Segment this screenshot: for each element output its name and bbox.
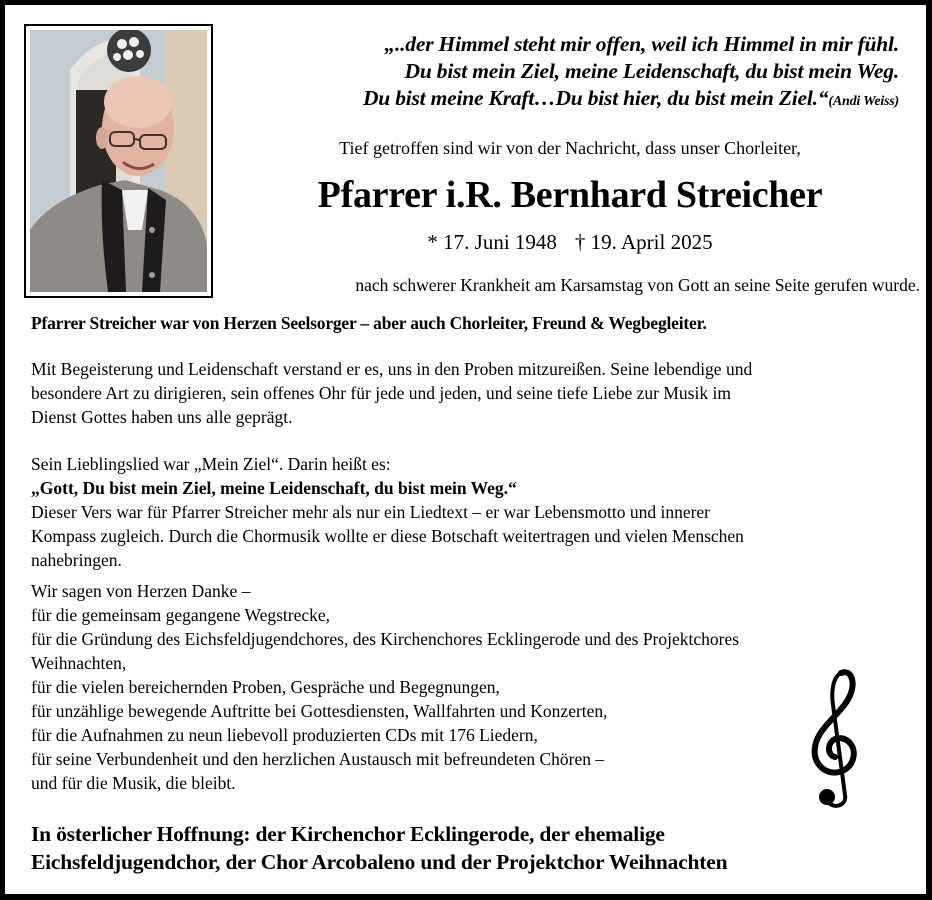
thanks-line: Weihnachten, [31, 653, 127, 673]
obituary-page [5, 5, 926, 894]
favorite-song-paragraph [31, 452, 911, 572]
tribute-paragraph [31, 357, 911, 429]
closing-line: In österlicher Hoffnung: der Kirchenchor Ecklingerode, der ehemalige [31, 822, 665, 846]
paragraph-line: nahebringen. [31, 550, 122, 570]
portrait-photo [30, 30, 207, 292]
closing-signature [31, 820, 727, 876]
quote-line-text: Du bist meine Kraft…Du bist hier, du bist mein Ziel.“ [362, 86, 829, 110]
thanks-line: und für die Musik, die bleibt. [31, 773, 236, 793]
portrait-illustration [30, 30, 207, 292]
thanks-line: für die gemeinsam gegangene Wegstrecke, [31, 605, 331, 625]
thanks-list [31, 579, 911, 795]
thanks-line: für unzählige bewegende Auftritte bei Gottesdiensten, Wallfahrten und Konzerten, [31, 701, 608, 721]
epigraph-quote [363, 31, 899, 115]
closing-line: Eichsfeldjugendchor, der Chor Arcobaleno und der Projektchor Weihnachten [31, 850, 728, 874]
paragraph-line: besondere Art zu dirigieren, sein offenes Ohr für jede und jeden, und seine tiefe Liebe zur Musik im [31, 383, 731, 403]
announcement-intro: Tief getroffen sind wir von der Nachricht, dass unser Chorleiter, [339, 138, 801, 158]
lead-statement: Pfarrer Streicher war von Herzen Seelsorger – aber auch Chorleiter, Freund & Wegbegleiter. [31, 313, 707, 333]
birth-date: * 17. Juni 1948 [427, 230, 557, 254]
quote-line: Du bist mein Ziel, meine Leidenschaft, du bist mein Weg. [404, 59, 899, 83]
treble-clef-icon [805, 669, 867, 809]
deceased-name: Pfarrer i.R. Bernhard Streicher [317, 174, 823, 216]
quote-line [363, 85, 899, 115]
paragraph-line: Mit Begeisterung und Leidenschaft verstand er es, uns in den Proben mitzureißen. Seine lebendige und [31, 359, 753, 379]
song-verse: „Gott, Du bist mein Ziel, meine Leidenschaft, du bist mein Weg.“ [31, 478, 517, 498]
thanks-line: für die Aufnahmen zu neun liebevoll produzierten CDs mit 176 Liedern, [31, 725, 538, 745]
thanks-line: für die vielen bereichernden Proben, Gespräche und Begegnungen, [31, 677, 500, 697]
quote-line: „..der Himmel steht mir offen, weil ich Himmel in mir fühl. [384, 32, 899, 56]
paragraph-line: Kompass zugleich. Durch die Chormusik wollte er diese Botschaft weitertragen und vielen Menschen [31, 526, 744, 546]
paragraph-line: Sein Lieblingslied war „Mein Ziel“. Darin heißt es: [31, 454, 391, 474]
announcement-called: nach schwerer Krankheit am Karsamstag von Gott an seine Seite gerufen wurde. [355, 275, 920, 295]
thanks-line: Wir sagen von Herzen Danke – [31, 581, 251, 601]
portrait-frame [24, 24, 213, 298]
thanks-line: für seine Verbundenheit und den herzlichen Austausch mit befreundeten Chören – [31, 749, 605, 769]
life-dates [230, 230, 910, 255]
thanks-line: für die Gründung des Eichsfeldjugendchores, des Kirchenchores Ecklingerode und des Projektchores [31, 629, 740, 649]
quote-attribution: (Andi Weiss) [828, 94, 899, 109]
death-date: † 19. April 2025 [574, 230, 713, 254]
paragraph-line: Dienst Gottes haben uns alle geprägt. [31, 407, 293, 427]
paragraph-line: Dieser Vers war für Pfarrer Streicher mehr als nur ein Liedtext – er war Lebensmotto und innerer [31, 502, 711, 522]
